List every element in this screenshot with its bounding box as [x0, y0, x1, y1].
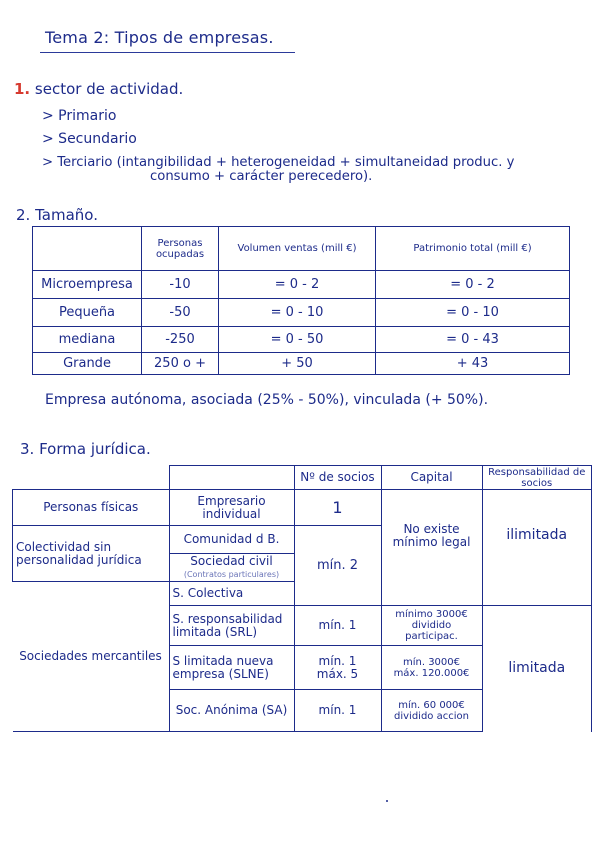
- table-cell: Comunidad d B.: [169, 526, 294, 554]
- table-cell: No existe mínimo legal: [381, 490, 482, 582]
- table-cell: [482, 582, 592, 606]
- table-cell: mínimo 3000€ dividido participac.: [381, 606, 482, 646]
- capital-max: máx. 120.000€: [393, 667, 470, 679]
- table-cell: Grande: [33, 353, 142, 375]
- table-row: [13, 490, 592, 526]
- table-cell: mín. 1: [294, 606, 381, 646]
- list-item: > Terciario (intangibilidad + heterogeneidad + simultaneidad produc. y: [42, 155, 515, 170]
- table-header: Patrimonio total (mill €): [376, 227, 570, 271]
- company-types-note: Empresa autónoma, asociada (25% - 50%), vinculada (+ 50%).: [45, 392, 489, 408]
- table-row: [33, 299, 570, 327]
- table-cell: [294, 646, 381, 690]
- form-label: Sociedad civil: [190, 553, 273, 568]
- table-cell: + 43: [376, 353, 570, 375]
- table-cell: 1: [294, 490, 381, 526]
- section-2-title: Tamaño.: [35, 206, 98, 224]
- table-cell: mín. 60 000€ dividido accion: [381, 690, 482, 732]
- table-cell: 250 o +: [142, 353, 219, 375]
- table-header: Volumen ventas (mill €): [219, 227, 376, 271]
- section-3-heading: [20, 440, 151, 458]
- table-row: [33, 353, 570, 375]
- list-item: > Secundario: [42, 131, 137, 147]
- table-header: Responsabilidad de socios: [482, 466, 592, 490]
- socios-max: máx. 5: [316, 666, 359, 681]
- table-cell: = 0 - 50: [219, 327, 376, 353]
- ink-dot: [386, 800, 388, 802]
- table-cell: Pequeña: [33, 299, 142, 327]
- table-cell: [381, 646, 482, 690]
- table-header: Capital: [381, 466, 482, 490]
- table-cell: = 0 - 10: [376, 299, 570, 327]
- table-cell: limitada: [482, 606, 592, 732]
- table-cell: = 0 - 2: [376, 271, 570, 299]
- section-1-number: 1.: [14, 80, 31, 98]
- table-cell: + 50: [219, 353, 376, 375]
- section-3-title: Forma jurídica.: [39, 440, 151, 458]
- table-row: [33, 327, 570, 353]
- table-cell: [169, 554, 294, 582]
- table-cell: Personas físicas: [13, 490, 170, 526]
- table-row: [33, 271, 570, 299]
- table-cell: S. responsabilidad limitada (SRL): [169, 606, 294, 646]
- table-header: [13, 466, 170, 490]
- table-header: [33, 227, 142, 271]
- table-cell: -50: [142, 299, 219, 327]
- size-table: [32, 226, 570, 375]
- table-header: Personas ocupadas: [142, 227, 219, 271]
- capital-min: mín. 3000€: [402, 656, 461, 668]
- list-item: > Primario: [42, 108, 117, 124]
- table-cell: mín. 1: [294, 690, 381, 732]
- page-title: Tema 2: Tipos de empresas.: [45, 28, 274, 47]
- table-cell: = 0 - 43: [376, 327, 570, 353]
- section-1-heading: [14, 80, 183, 98]
- table-cell: [381, 582, 482, 606]
- table-header: [169, 466, 294, 490]
- table-cell: mín. 2: [294, 526, 381, 606]
- table-cell: S limitada nueva empresa (SLNE): [169, 646, 294, 690]
- form-note: (Contratos particulares): [183, 569, 280, 579]
- legal-form-table: [12, 465, 592, 732]
- table-cell: = 0 - 2: [219, 271, 376, 299]
- list-item: consumo + carácter perecedero).: [150, 169, 373, 184]
- socios-min: mín. 1: [318, 653, 357, 668]
- table-header: Nº de socios: [294, 466, 381, 490]
- table-cell: Empresario individual: [169, 490, 294, 526]
- table-cell: mediana: [33, 327, 142, 353]
- section-3-number: 3.: [20, 440, 35, 458]
- table-cell: Soc. Anónima (SA): [169, 690, 294, 732]
- table-cell: Colectividad sin personalidad jurídica: [13, 526, 170, 582]
- table-cell: -10: [142, 271, 219, 299]
- table-cell: = 0 - 10: [219, 299, 376, 327]
- table-cell: S. Colectiva: [169, 582, 294, 606]
- title-underline: [40, 52, 295, 53]
- section-1-title: sector de actividad.: [34, 80, 184, 98]
- table-cell: ilimitada: [482, 490, 592, 582]
- table-cell: -250: [142, 327, 219, 353]
- table-cell: Sociedades mercantiles: [13, 582, 170, 732]
- section-2-number: 2.: [16, 206, 31, 224]
- table-cell: Microempresa: [33, 271, 142, 299]
- section-2-heading: [16, 206, 98, 224]
